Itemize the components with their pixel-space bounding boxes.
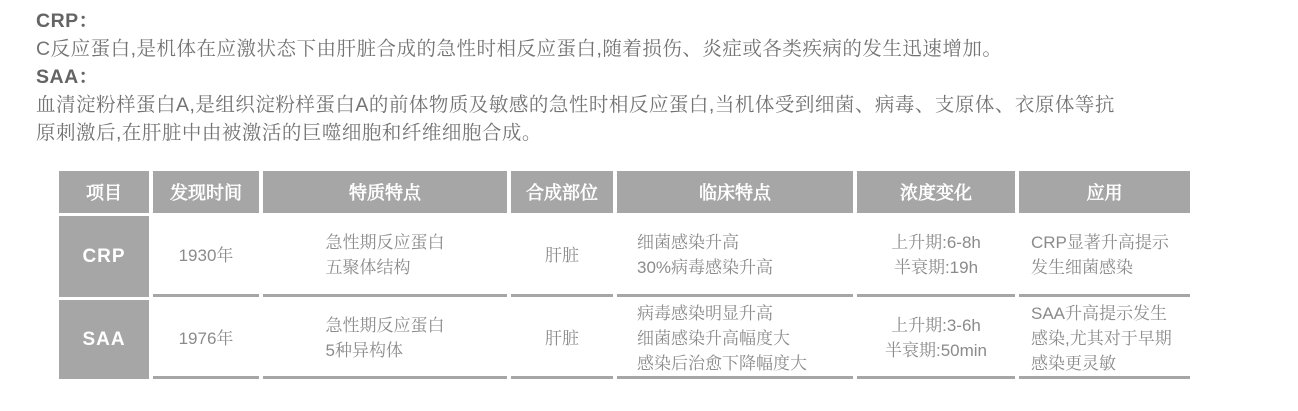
cell-crp-concentration-line2: 半衰期:19h <box>893 258 979 277</box>
cell-saa-application-line3: 感染更灵敏 <box>1031 353 1116 373</box>
cell-saa-application-line2: 感染,尤其对于早期 <box>1031 328 1172 348</box>
cell-saa-concentration-line1: 上升期:3-6h <box>891 316 981 335</box>
crp-heading: CRP： <box>36 10 99 32</box>
saa-description-line2: 原刺激后,在肝脏中由被激活的巨噬细胞和纤维细胞合成。 <box>36 122 542 144</box>
cell-crp-concentration-line1: 上升期:6-8h <box>891 233 981 252</box>
cell-crp-application-line1: CRP显著升高提示 <box>1031 233 1169 252</box>
header-cell-item: 项目 <box>59 171 149 213</box>
cell-saa-traits-line1: 急性期反应蛋白 <box>325 316 445 335</box>
cell-saa-clinical-line1: 病毒感染明显升高 <box>637 303 773 323</box>
cell-saa-discovery: 1976年 <box>153 300 259 379</box>
intro-section <box>36 7 1246 147</box>
cell-saa-concentration-line2: 半衰期:50min <box>884 341 988 360</box>
saa-heading: SAA： <box>36 66 99 88</box>
header-cell-concentration-change: 浓度变化 <box>857 171 1015 213</box>
header-cell-clinical-features: 临床特点 <box>617 171 853 213</box>
crp-description: C反应蛋白,是机体在应激状态下由肝脏合成的急性时相反应蛋白,随着损伤、炎症或各类疾病的发生迅速增加。 <box>36 38 1003 60</box>
cell-crp-traits-line2: 五聚体结构 <box>325 258 411 277</box>
cell-crp-clinical-line1: 细菌感染升高 <box>637 233 739 252</box>
row-label-crp: CRP <box>59 216 149 297</box>
header-cell-discovery-time: 发现时间 <box>153 171 259 213</box>
cell-saa-clinical-line2: 细菌感染升高幅度大 <box>637 328 790 348</box>
comparison-table <box>59 171 1190 379</box>
cell-crp-concentration <box>857 216 1015 297</box>
header-cell-synthesis-site: 合成部位 <box>511 171 613 213</box>
cell-saa-clinical <box>617 300 853 379</box>
cell-crp-traits-line1: 急性期反应蛋白 <box>325 233 445 252</box>
cell-crp-clinical-line2: 30%病毒感染升高 <box>637 258 774 277</box>
cell-saa-concentration <box>857 300 1015 379</box>
cell-crp-discovery: 1930年 <box>153 216 259 297</box>
cell-crp-clinical <box>617 216 853 297</box>
cell-crp-traits <box>263 216 507 297</box>
saa-description-line1: 血清淀粉样蛋白A,是组织淀粉样蛋白A的前体物质及敏感的急性时相反应蛋白,当机体受到细菌、病毒、支原体、衣原体等抗 <box>36 94 1115 116</box>
cell-crp-synthesis: 肝脏 <box>511 216 613 297</box>
cell-saa-application-line1: SAA升高提示发生 <box>1031 303 1168 323</box>
header-cell-application: 应用 <box>1019 171 1190 213</box>
cell-saa-clinical-line3: 感染后治愈下降幅度大 <box>637 353 807 373</box>
cell-saa-application <box>1019 300 1190 379</box>
row-label-saa: SAA <box>59 300 149 379</box>
cell-saa-synthesis: 肝脏 <box>511 300 613 379</box>
header-cell-traits: 特质特点 <box>263 171 507 213</box>
cell-crp-application-line2: 发生细菌感染 <box>1031 258 1133 277</box>
cell-saa-traits <box>263 300 507 379</box>
cell-crp-application <box>1019 216 1190 297</box>
cell-saa-traits-line2: 5种异构体 <box>325 341 403 360</box>
